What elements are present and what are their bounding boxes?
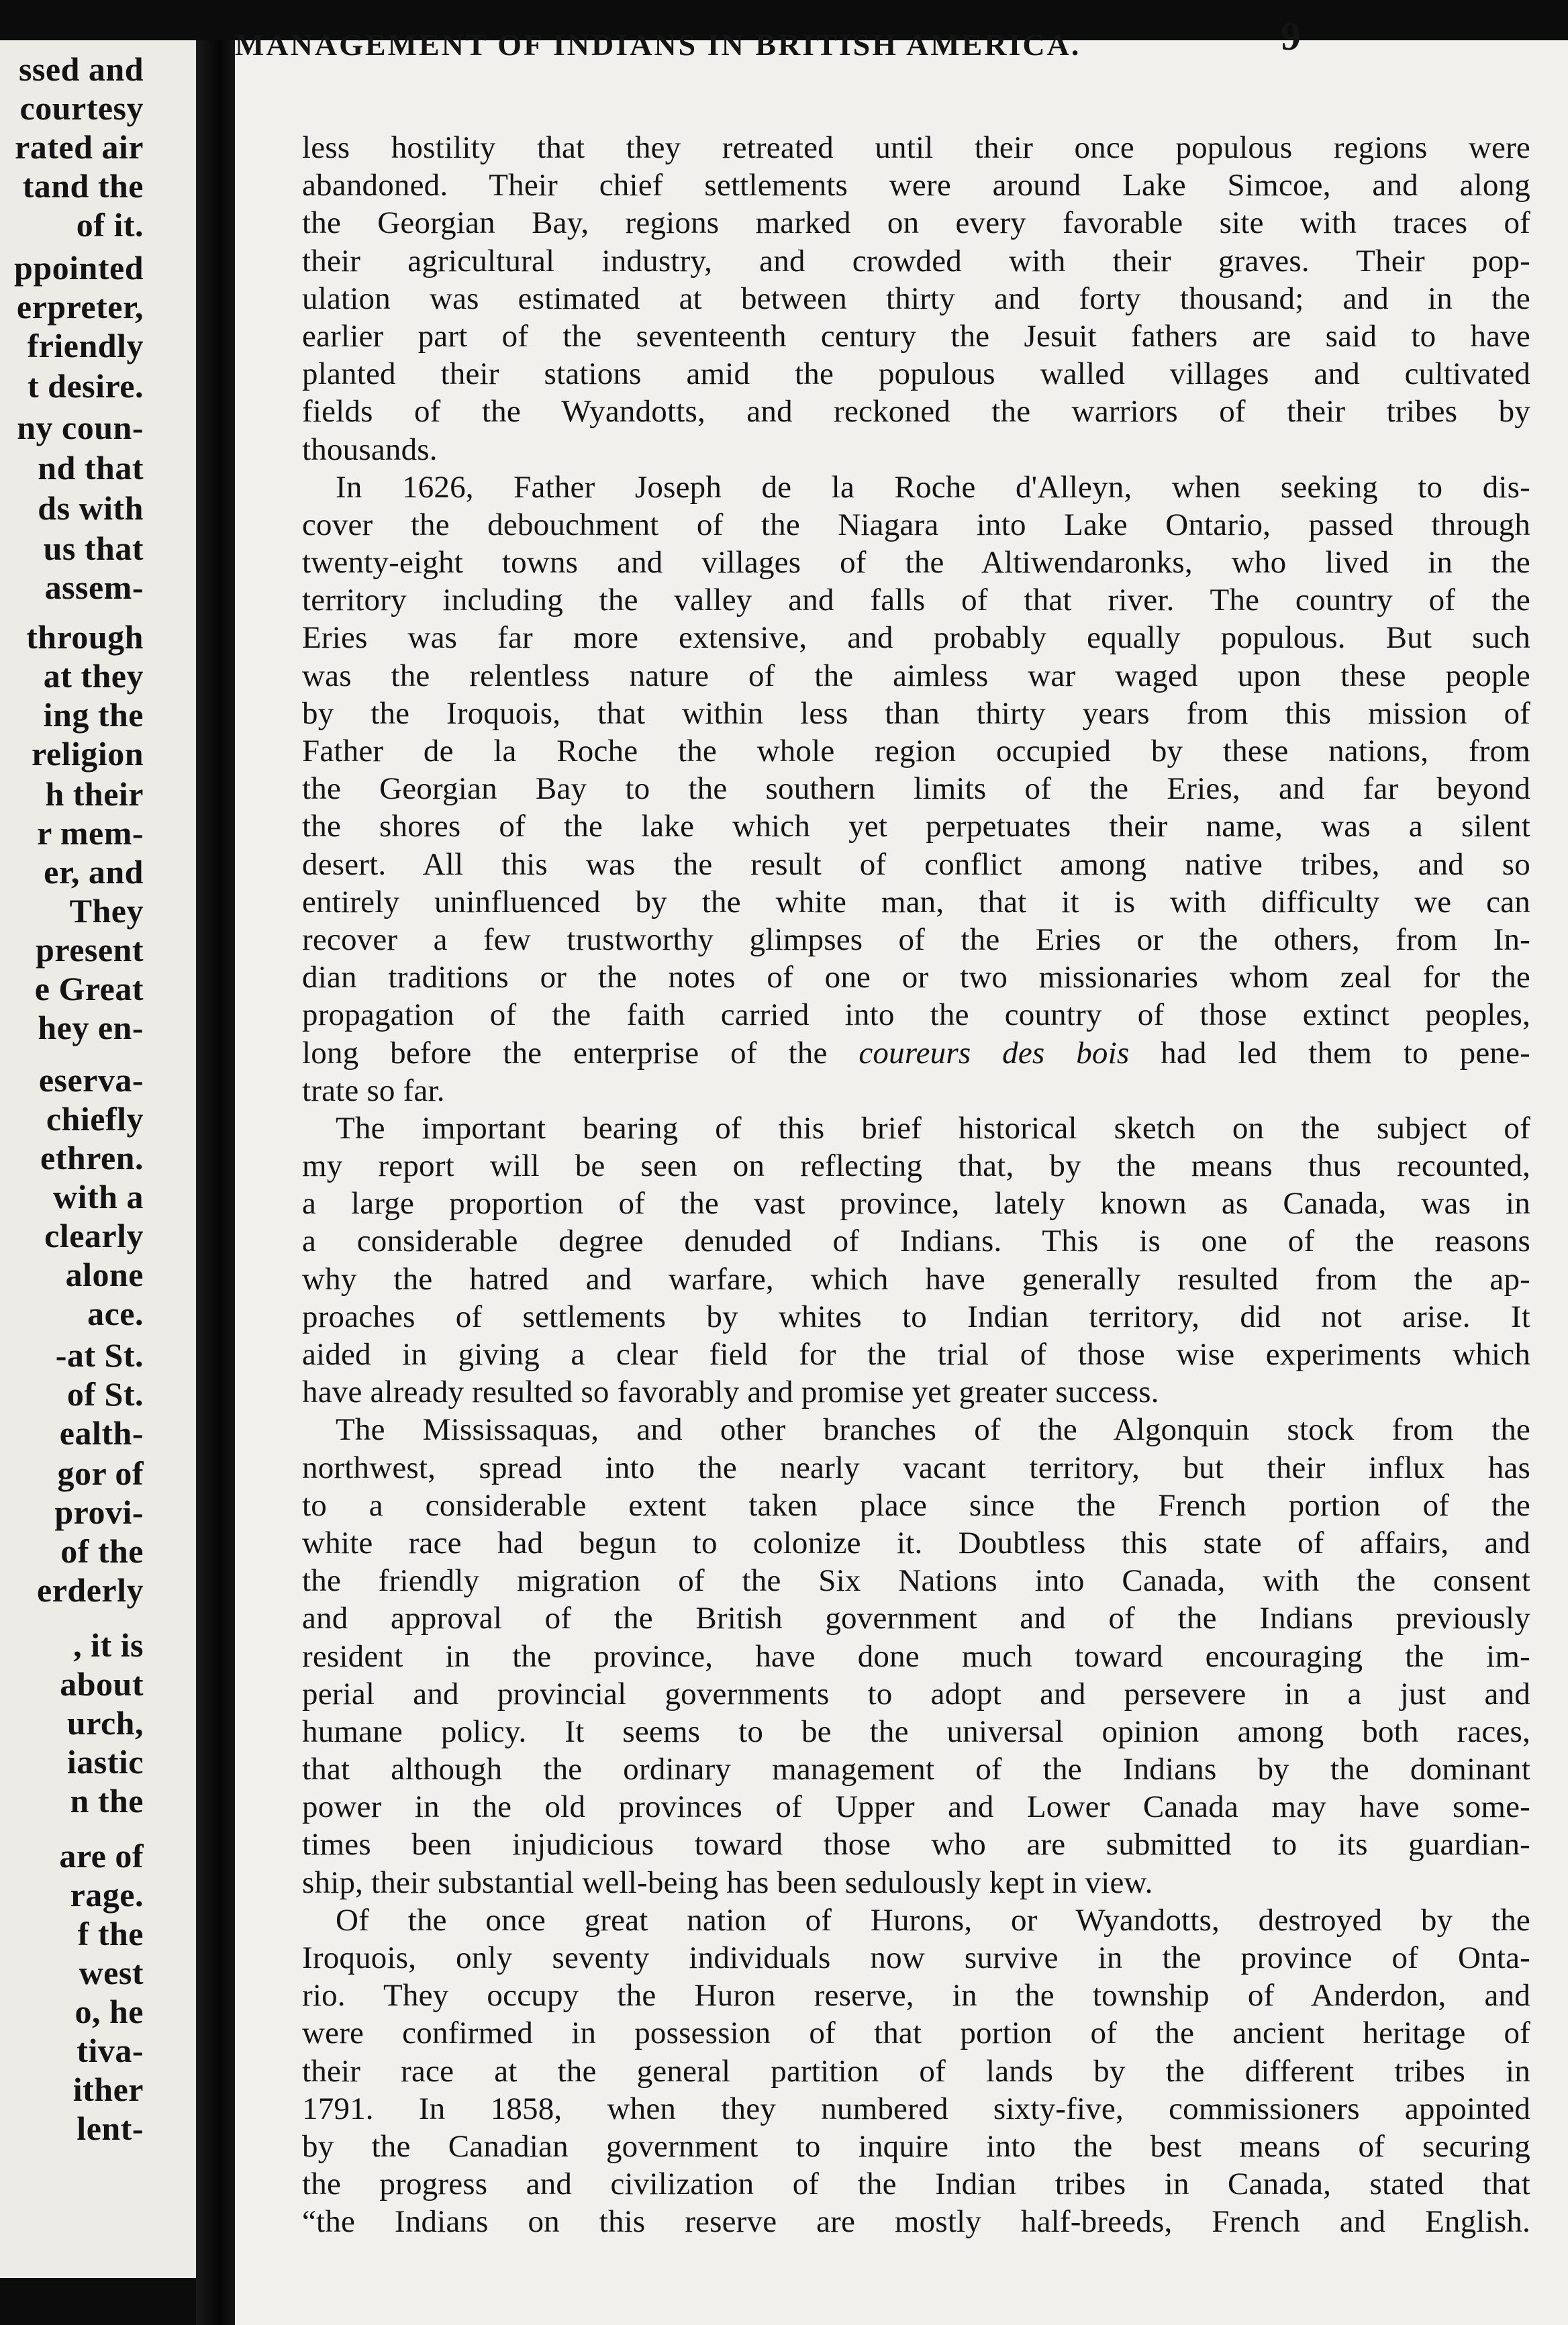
text-line: have already resulted so favorably and promise yet greater success. [302, 1375, 1159, 1410]
left-page-line: of it. [76, 206, 144, 244]
text-line: power in the old provinces of Upper and Lower Canada may have some- [302, 1789, 1530, 1825]
text-line: by the Canadian government to inquire into the best means of securing [302, 2128, 1530, 2164]
left-page-line: e Great [34, 970, 144, 1007]
text-line: a large proportion of the vast province, lately known as Canada, was in [302, 1186, 1530, 1222]
text-line: thousands. [302, 432, 438, 467]
book-gutter [196, 40, 235, 2325]
left-page-line: are of [59, 1837, 144, 1875]
text-line: abandoned. Their chief settlements were around Lake Simcoe, and along [302, 168, 1530, 203]
left-page-line: iastic [66, 1743, 144, 1781]
text-line: northwest, spread into the nearly vacant territory, but their influx has [302, 1450, 1530, 1485]
left-page-line: of St. [66, 1375, 144, 1413]
left-page-line: clearly [44, 1217, 144, 1254]
left-page-line: lent- [77, 2110, 144, 2147]
left-page-line: about [60, 1665, 144, 1703]
text-line: the shores of the lake which yet perpetuates their name, was a silent [302, 809, 1530, 844]
left-page-line: r mem- [37, 814, 144, 852]
text-line: Of the once great nation of Hurons, or Wyandotts, destroyed by the [336, 1902, 1530, 1938]
left-page-line: courtesy [19, 89, 144, 127]
main-page [235, 40, 1568, 2325]
left-page-line: ealth- [59, 1414, 144, 1452]
left-page-line: through [26, 618, 144, 656]
text-line: resident in the province, have done much toward encouraging the im- [302, 1638, 1530, 1674]
left-page-line: o, he [75, 1993, 144, 2030]
text-line: rio. They occupy the Huron reserve, in the township of Anderdon, and [302, 1978, 1530, 2014]
left-page-line: gor of [57, 1454, 144, 1492]
text-line: and approval of the British government and of the Indians previously [302, 1601, 1530, 1636]
left-page-line: f the [77, 1915, 144, 1952]
text-line: were confirmed in possession of that portion of the ancient heritage of [302, 2016, 1530, 2051]
left-page-line: ds with [38, 489, 144, 527]
left-page-line: t desire. [28, 367, 144, 405]
text-line: that although the ordinary management of the Indians by the dominant [302, 1752, 1530, 1787]
italic-phrase: coureurs des bois [859, 1035, 1130, 1071]
left-page-line: religion [32, 735, 144, 773]
left-page-line: urch, [66, 1704, 144, 1742]
left-page-line: er, and [44, 853, 144, 891]
text-line: cover the debouchment of the Niagara into Lake Ontario, passed through [302, 507, 1530, 542]
left-page-line: ace. [87, 1295, 144, 1332]
left-page-line: rage. [70, 1876, 144, 1914]
text-line: dian traditions or the notes of one or two missionaries whom zeal for the [302, 960, 1530, 995]
text-line: humane policy. It seems to be the universal opinion among both races, [302, 1714, 1530, 1749]
text-line: twenty-eight towns and villages of the Altiwendaronks, who lived in the [302, 545, 1530, 581]
text-line: In 1626, Father Joseph de la Roche d'Alleyn, when seeking to dis- [336, 469, 1530, 505]
text-line: desert. All this was the result of conflict among native tribes, and so [302, 846, 1530, 882]
left-page-line: tiva- [77, 2032, 144, 2069]
text-line: my report will be seen on reflecting that, by the means thus recounted, [302, 1148, 1530, 1184]
left-page-line: hey en- [38, 1009, 144, 1046]
text-line: ulation was estimated at between thirty and forty thousand; and in the [302, 281, 1530, 316]
page-number: 9 [1281, 14, 1301, 58]
left-page-line: assem- [44, 568, 144, 606]
text-line: ship, their substantial well-being has been sedulously kept in view. [302, 1865, 1153, 1900]
left-page-line: friendly [27, 327, 144, 364]
left-page-line: eserva- [38, 1061, 144, 1099]
left-page-line: , it is [73, 1626, 144, 1664]
text-line: by the Iroquois, that within less than thirty years from this mission of [302, 695, 1530, 731]
text-line: why the hatred and warfare, which have generally resulted from the ap- [302, 1261, 1530, 1297]
text-line: recover a few trustworthy glimpses of the Eries or the others, from In- [302, 922, 1530, 957]
text-line: to a considerable extent taken place since the French portion of the [302, 1487, 1530, 1523]
text-line: fields of the Wyandotts, and reckoned the warriors of their tribes by [302, 394, 1530, 430]
left-page-line: chiefly [46, 1100, 144, 1138]
text-line: planted their stations amid the populous walled villages and cultivated [302, 356, 1530, 392]
text-line: was the relentless nature of the aimless war waged upon these people [302, 658, 1530, 693]
text-line: a considerable degree denuded of Indians. This is one of the reasons [302, 1224, 1530, 1259]
text-line: trate so far. [302, 1073, 445, 1108]
text-line: 1791. In 1858, when they numbered sixty-five, commissioners appointed [302, 2091, 1530, 2126]
text-line: less hostility that they retreated until their once populous regions were [302, 130, 1530, 165]
left-page-line: ny coun- [17, 409, 144, 446]
text-line: The important bearing of this brief historical sketch on the subject of [336, 1110, 1530, 1146]
left-page-line: alone [65, 1256, 144, 1293]
text-line: Iroquois, only seventy individuals now survive in the province of Onta- [302, 1940, 1530, 1975]
text-line: long before the enterprise of the coureurs des bois had led them to pene- [302, 1035, 1530, 1071]
left-page-line: ppointed [14, 249, 144, 287]
left-page-line: rated air [15, 128, 144, 166]
text-line: territory including the valley and falls of that river. The country of the [302, 583, 1530, 618]
text-line: the friendly migration of the Six Nations into Canada, with the consent [302, 1563, 1530, 1599]
left-page-line: tand the [22, 167, 144, 205]
text-line: Eries was far more extensive, and probably equally populous. But such [302, 620, 1530, 656]
text-line: the progress and civilization of the Indian tribes in Canada, stated that [302, 2167, 1530, 2202]
left-page-line: nd that [38, 449, 144, 487]
text-line: proaches of settlements by whites to Indian territory, did not arise. It [302, 1299, 1530, 1334]
text-line: their race at the general partition of lands by the different tribes in [302, 2053, 1530, 2089]
text-line: the Georgian Bay to the southern limits of the Eries, and far beyond [302, 771, 1530, 807]
left-page-line: west [79, 1954, 144, 1991]
text-line: times been injudicious toward those who are submitted to its guardian- [302, 1827, 1530, 1863]
left-page-line: us that [43, 530, 144, 567]
text-line: white race had begun to colonize it. Doubtless this state of affairs, and [302, 1525, 1530, 1561]
text-line: Father de la Roche the whole region occupied by these nations, from [302, 734, 1530, 769]
left-page-line: h their [45, 775, 144, 813]
text-line: entirely uninfluenced by the white man, that it is with difficulty we can [302, 884, 1530, 920]
left-page-line: ither [72, 2071, 144, 2108]
left-page-line: of the [60, 1532, 144, 1570]
left-page-fragment [0, 40, 196, 2278]
left-page-line: -at St. [55, 1336, 144, 1374]
left-page-line: erderly [37, 1571, 144, 1609]
left-page-line: erpreter, [16, 288, 144, 326]
left-page-line: ssed and [18, 50, 144, 88]
left-page-line: present [36, 931, 144, 969]
text-line: the Georgian Bay, regions marked on every favorable site with traces of [302, 205, 1530, 241]
left-page-line: They [69, 892, 144, 930]
text-line: “the Indians on this reserve are mostly half-breeds, French and English. [302, 2204, 1530, 2240]
left-page-line: ethren. [40, 1139, 144, 1177]
scan-border [0, 2278, 196, 2325]
text-line: perial and provincial governments to adopt and persevere in a just and [302, 1676, 1530, 1712]
left-page-line: ing the [43, 696, 144, 734]
left-page-line: at they [43, 657, 144, 695]
body-text [302, 129, 1530, 2241]
left-page-line: with a [53, 1178, 144, 1216]
left-page-line: provi- [54, 1493, 144, 1531]
text-line: earlier part of the seventeenth century the Jesuit fathers are said to have [302, 318, 1530, 354]
running-head: MANAGEMENT OF INDIANS IN BRITISH AMERICA. [235, 28, 1081, 62]
text-line: propagation of the faith carried into the country of those extinct peoples, [302, 997, 1530, 1033]
text-line: The Mississaquas, and other branches of the Algonquin stock from the [336, 1412, 1530, 1448]
left-page-line: n the [70, 1782, 144, 1820]
text-line: aided in giving a clear field for the trial of those wise experiments which [302, 1337, 1530, 1372]
text-line: their agricultural industry, and crowded with their graves. Their pop- [302, 243, 1530, 279]
